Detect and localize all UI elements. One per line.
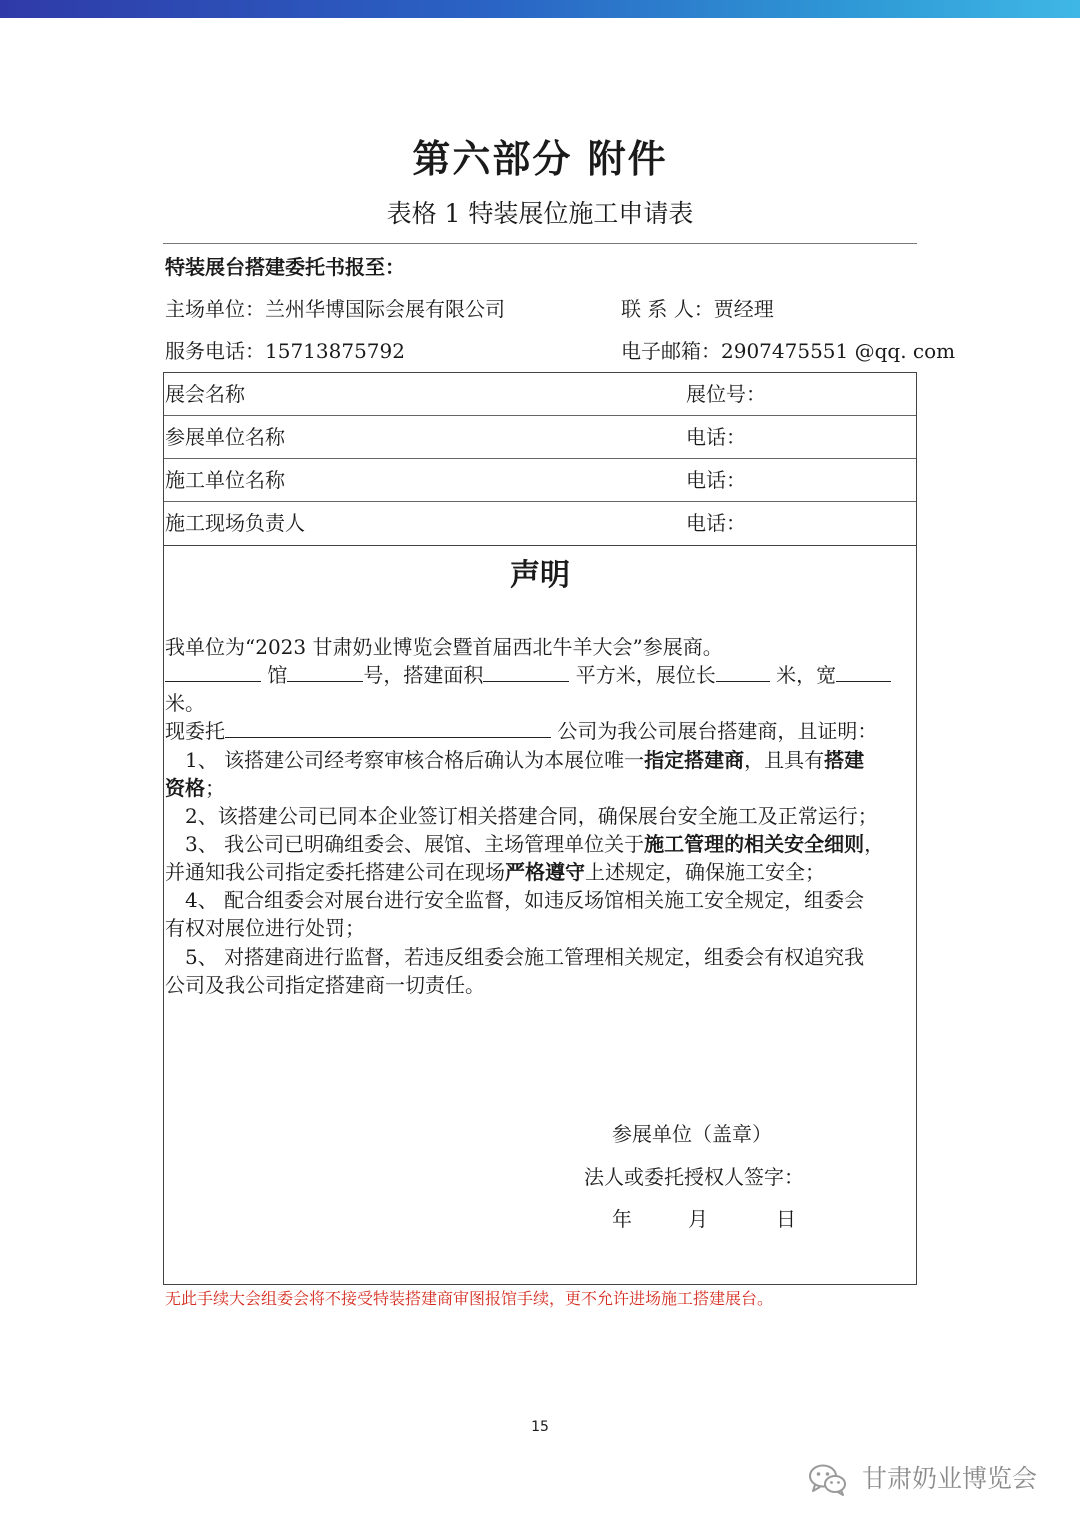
email-label: 电子邮箱： <box>621 339 721 363</box>
item-1-end: ； <box>205 776 225 800</box>
entrust-text: 现委托 <box>165 719 225 743</box>
host-unit <box>165 294 505 324</box>
watermark-text: 甘肃奶业博览会 <box>861 1464 1037 1493</box>
contractor-name-label: 施工单位名称 <box>165 468 285 492</box>
wechat-icon <box>808 1464 862 1493</box>
exhibitor-phone-label: 电话： <box>686 425 746 449</box>
table-row <box>164 373 916 416</box>
exhibitor-name-label: 参展单位名称 <box>165 425 285 449</box>
host-label: 主场单位： <box>165 297 265 321</box>
declaration-item-3 <box>185 830 884 858</box>
item-3-comma: ， <box>864 832 885 856</box>
table-row <box>164 502 916 545</box>
item-3-text: 3、 我公司已明确组委会、展馆、主场管理单位关于 <box>185 832 645 856</box>
contractor-phone-label: 电话： <box>686 468 746 492</box>
declaration-title: 声明 <box>510 558 570 593</box>
host-value: 兰州华博国际会展有限公司 <box>265 297 505 321</box>
declaration-item-4-cont: 有权对展位进行处罚； <box>165 916 365 940</box>
info-table <box>163 372 917 546</box>
width-blank[interactable] <box>836 661 891 682</box>
hall-text: 馆 <box>267 663 288 687</box>
item-3-bold-2: 严格遵守 <box>505 860 585 884</box>
width-text: 米，宽 <box>776 663 837 687</box>
email-value: 2907475551 @qq. com <box>721 339 956 363</box>
item-3-text-2: 并通知我公司指定委托搭建公司在现场 <box>165 860 505 884</box>
page-number: 15 <box>531 1419 549 1435</box>
exhibition-name-label: 展会名称 <box>165 382 245 406</box>
declaration-item-3-cont <box>165 858 825 886</box>
declaration-item-5-cont: 公司及我公司指定搭建商一切责任。 <box>165 973 485 997</box>
declaration-item-2: 2、该搭建公司已同本企业签订相关搭建合同，确保展台安全施工及正常运行； <box>185 804 878 828</box>
item-3-bold: 施工管理的相关安全细则 <box>644 832 865 856</box>
item-3-end: 上述规定，确保施工安全； <box>585 860 825 884</box>
declaration-item-1 <box>185 746 864 774</box>
booth-number-blank[interactable] <box>287 661 363 682</box>
item-1-bold-3: 资格 <box>165 776 205 800</box>
site-manager-label: 施工现场负责人 <box>165 511 305 535</box>
declaration-item-5: 5、 对搭建商进行监督，若违反组委会施工管理相关规定，组委会有权追究我 <box>185 945 865 969</box>
date-day-label: 日 <box>776 1207 796 1231</box>
declaration-line-2 <box>165 661 891 689</box>
declaration-line-4 <box>165 717 877 745</box>
contact-person <box>621 294 774 324</box>
top-color-bar <box>0 0 1080 18</box>
declaration-line-3: 米。 <box>165 691 205 715</box>
length-blank[interactable] <box>716 661 770 682</box>
watermark <box>808 1459 1037 1499</box>
site-manager-phone-label: 电话： <box>686 511 746 535</box>
email <box>621 336 955 366</box>
contact-value: 贾经理 <box>713 297 774 321</box>
title-divider <box>163 243 917 244</box>
item-1-bold-2: 搭建 <box>824 748 865 772</box>
page-title: 第六部分 附件 <box>412 136 668 181</box>
submit-to-heading: 特装展台搭建委托书报至： <box>165 255 405 279</box>
entrust-tail: 公司为我公司展台搭建商，且证明： <box>557 719 878 743</box>
item-1-text-2: ，且具有 <box>744 748 825 772</box>
table-row <box>164 416 916 459</box>
service-phone <box>165 336 405 366</box>
booth-number-label: 展位号： <box>686 382 766 406</box>
declaration-item-1-cont <box>165 774 225 802</box>
length-text: 平方米，展位长 <box>575 663 716 687</box>
area-blank[interactable] <box>483 661 569 682</box>
declaration-item-4: 4、 配合组委会对展台进行安全监督，如违反场馆相关施工安全规定，组委会 <box>185 888 865 912</box>
item-1-text: 1、 该搭建公司经考察审核合格后确认为本展位唯一 <box>185 748 645 772</box>
contractor-company-blank[interactable] <box>225 717 551 738</box>
declaration-line-1: 我单位为“2023 甘肃奶业博览会暨首届西北牛羊大会”参展商。 <box>165 635 723 659</box>
form-subtitle: 表格 1 特装展位施工申请表 <box>386 199 694 228</box>
table-row <box>164 459 916 502</box>
phone-value: 15713875792 <box>265 339 405 363</box>
footer-warning-note: 无此手续大会组委会将不接受特装搭建商审图报馆手续，更不允许进场施工搭建展台。 <box>165 1289 774 1308</box>
hall-blank[interactable] <box>165 661 261 682</box>
date-year-label: 年 <box>612 1207 632 1231</box>
date-month-label: 月 <box>688 1207 708 1231</box>
area-text: 号，搭建面积 <box>363 663 484 687</box>
phone-label: 服务电话： <box>165 339 265 363</box>
item-1-bold: 指定搭建商 <box>644 748 745 772</box>
signature-label: 法人或委托授权人签字： <box>584 1165 804 1189</box>
exhibitor-seal-label: 参展单位（盖章） <box>612 1122 772 1146</box>
contact-label: 联 系 人： <box>621 297 714 321</box>
